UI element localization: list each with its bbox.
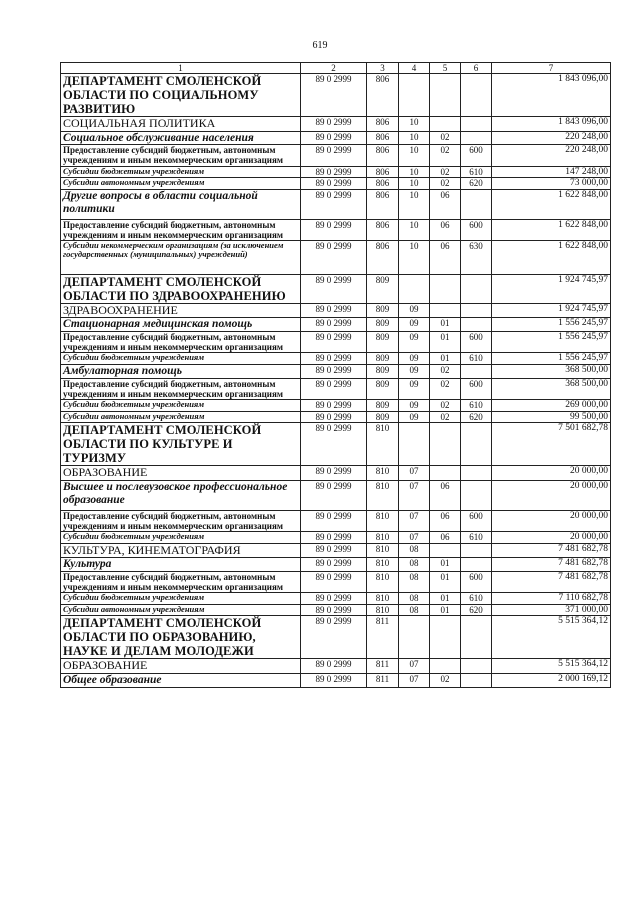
subsection-code: 01	[430, 353, 461, 365]
subsection-code	[430, 303, 461, 317]
subsection-code: 06	[430, 480, 461, 510]
expense-type-code: 600	[461, 510, 492, 531]
target-article-code: 89 0 2999	[301, 543, 367, 557]
expense-type-code	[461, 480, 492, 510]
table-row-sub	[61, 673, 611, 687]
budget-table	[60, 62, 611, 688]
amount: 20 000,00	[492, 466, 611, 480]
expense-type-code	[461, 274, 492, 303]
subsection-code: 01	[430, 571, 461, 592]
section-code: 10	[399, 131, 430, 145]
target-article-code: 89 0 2999	[301, 531, 367, 543]
table-row-sect	[61, 303, 611, 317]
row-name: СОЦИАЛЬНАЯ ПОЛИТИКА	[61, 117, 301, 131]
subsection-code	[430, 274, 461, 303]
amount: 20 000,00	[492, 531, 611, 543]
expense-type-code: 620	[461, 178, 492, 190]
expense-type-code: 610	[461, 166, 492, 178]
subsection-code	[430, 117, 461, 131]
section-code: 10	[399, 117, 430, 131]
expense-type-code: 600	[461, 332, 492, 353]
table-row-sect	[61, 466, 611, 480]
target-article-code: 89 0 2999	[301, 145, 367, 166]
section-code: 08	[399, 557, 430, 571]
column-number-row	[61, 63, 611, 74]
amount: 1 556 245,97	[492, 353, 611, 365]
amount: 1 843 096,00	[492, 117, 611, 131]
row-name: Стационарная медицинская помощь	[61, 318, 301, 332]
ministry-code: 810	[367, 593, 399, 605]
row-name: Общее образование	[61, 673, 301, 687]
target-article-code: 89 0 2999	[301, 117, 367, 131]
ministry-code: 810	[367, 543, 399, 557]
ministry-code: 809	[367, 411, 399, 423]
subsection-code: 06	[430, 531, 461, 543]
ministry-code: 806	[367, 178, 399, 190]
row-name: Предоставление субсидий бюджетным, автономным учреждениям и иным некоммерческим организациям	[61, 219, 301, 240]
ministry-code: 810	[367, 510, 399, 531]
row-name: Субсидии автономным учреждениям	[61, 411, 301, 423]
column-number: 7	[492, 63, 611, 74]
section-code: 08	[399, 593, 430, 605]
expense-type-code	[461, 423, 492, 466]
column-number: 6	[461, 63, 492, 74]
table-row-item	[61, 604, 611, 616]
section-code: 09	[399, 318, 430, 332]
amount: 368 500,00	[492, 365, 611, 379]
target-article-code: 89 0 2999	[301, 480, 367, 510]
section-code: 08	[399, 543, 430, 557]
section-code: 07	[399, 510, 430, 531]
amount: 1 556 245,97	[492, 332, 611, 353]
target-article-code: 89 0 2999	[301, 423, 367, 466]
section-code: 09	[399, 378, 430, 399]
ministry-code: 806	[367, 189, 399, 219]
table-row-desc	[61, 378, 611, 399]
subsection-code	[430, 659, 461, 673]
table-row-dept	[61, 616, 611, 659]
expense-type-code	[461, 117, 492, 131]
table-row-item	[61, 240, 611, 274]
section-code: 09	[399, 353, 430, 365]
expense-type-code	[461, 189, 492, 219]
target-article-code: 89 0 2999	[301, 659, 367, 673]
table-row-item	[61, 411, 611, 423]
section-code: 08	[399, 571, 430, 592]
table-row-item	[61, 593, 611, 605]
target-article-code: 89 0 2999	[301, 378, 367, 399]
subsection-code: 01	[430, 332, 461, 353]
ministry-code: 810	[367, 480, 399, 510]
target-article-code: 89 0 2999	[301, 219, 367, 240]
subsection-code: 02	[430, 178, 461, 190]
target-article-code: 89 0 2999	[301, 131, 367, 145]
section-code	[399, 423, 430, 466]
section-code: 10	[399, 178, 430, 190]
expense-type-code: 620	[461, 604, 492, 616]
amount: 269 000,00	[492, 400, 611, 412]
subsection-code: 01	[430, 318, 461, 332]
subsection-code: 01	[430, 593, 461, 605]
section-code: 10	[399, 189, 430, 219]
table-row-sub	[61, 480, 611, 510]
target-article-code: 89 0 2999	[301, 571, 367, 592]
amount: 371 000,00	[492, 604, 611, 616]
amount: 7 481 682,78	[492, 571, 611, 592]
section-code	[399, 74, 430, 117]
row-name: Предоставление субсидий бюджетным, автономным учреждениям и иным некоммерческим организациям	[61, 378, 301, 399]
table-row-sub	[61, 131, 611, 145]
target-article-code: 89 0 2999	[301, 593, 367, 605]
section-code: 09	[399, 365, 430, 379]
expense-type-code	[461, 74, 492, 117]
amount: 7 110 682,78	[492, 593, 611, 605]
row-name: Предоставление субсидий бюджетным, автономным учреждениям и иным некоммерческим организациям	[61, 510, 301, 531]
ministry-code: 811	[367, 673, 399, 687]
row-name: ДЕПАРТАМЕНТ СМОЛЕНСКОЙ ОБЛАСТИ ПО ЗДРАВООХРАНЕНИЮ	[61, 274, 301, 303]
row-name: Предоставление субсидий бюджетным, автономным учреждениям и иным некоммерческим организациям	[61, 145, 301, 166]
ministry-code: 806	[367, 166, 399, 178]
table-row-desc	[61, 510, 611, 531]
row-name: Предоставление субсидий бюджетным, автономным учреждениям и иным некоммерческим организациям	[61, 332, 301, 353]
row-name: Амбулаторная помощь	[61, 365, 301, 379]
table-row-sect	[61, 117, 611, 131]
row-name: Субсидии автономным учреждениям	[61, 604, 301, 616]
table-row-item	[61, 353, 611, 365]
row-name: Субсидии бюджетным учреждениям	[61, 353, 301, 365]
amount: 220 248,00	[492, 145, 611, 166]
table-row-dept	[61, 423, 611, 466]
expense-type-code: 610	[461, 400, 492, 412]
row-name: ОБРАЗОВАНИЕ	[61, 659, 301, 673]
table-row-item	[61, 166, 611, 178]
ministry-code: 806	[367, 240, 399, 274]
column-number: 1	[61, 63, 301, 74]
subsection-code: 01	[430, 604, 461, 616]
row-name: Субсидии бюджетным учреждениям	[61, 400, 301, 412]
amount: 7 501 682,78	[492, 423, 611, 466]
target-article-code: 89 0 2999	[301, 557, 367, 571]
expense-type-code: 610	[461, 593, 492, 605]
row-name: Субсидии бюджетным учреждениям	[61, 531, 301, 543]
amount: 1 924 745,97	[492, 274, 611, 303]
row-name: Субсидии бюджетным учреждениям	[61, 593, 301, 605]
expense-type-code: 600	[461, 219, 492, 240]
column-number: 4	[399, 63, 430, 74]
target-article-code: 89 0 2999	[301, 178, 367, 190]
table-row-item	[61, 178, 611, 190]
column-number: 2	[301, 63, 367, 74]
subsection-code: 02	[430, 131, 461, 145]
target-article-code: 89 0 2999	[301, 332, 367, 353]
target-article-code: 89 0 2999	[301, 353, 367, 365]
ministry-code: 809	[367, 332, 399, 353]
ministry-code: 809	[367, 400, 399, 412]
subsection-code: 02	[430, 145, 461, 166]
ministry-code: 809	[367, 274, 399, 303]
ministry-code: 806	[367, 131, 399, 145]
section-code: 07	[399, 659, 430, 673]
target-article-code: 89 0 2999	[301, 274, 367, 303]
target-article-code: 89 0 2999	[301, 318, 367, 332]
target-article-code: 89 0 2999	[301, 303, 367, 317]
subsection-code	[430, 466, 461, 480]
subsection-code: 02	[430, 411, 461, 423]
amount: 368 500,00	[492, 378, 611, 399]
ministry-code: 810	[367, 557, 399, 571]
table-row-item	[61, 531, 611, 543]
table-row-dept	[61, 274, 611, 303]
section-code: 10	[399, 240, 430, 274]
section-code: 07	[399, 480, 430, 510]
expense-type-code: 600	[461, 571, 492, 592]
row-name: ДЕПАРТАМЕНТ СМОЛЕНСКОЙ ОБЛАСТИ ПО СОЦИАЛЬНОМУ РАЗВИТИЮ	[61, 74, 301, 117]
target-article-code: 89 0 2999	[301, 673, 367, 687]
row-name: Социальное обслуживание населения	[61, 131, 301, 145]
amount: 2 000 169,12	[492, 673, 611, 687]
target-article-code: 89 0 2999	[301, 616, 367, 659]
section-code	[399, 616, 430, 659]
ministry-code: 810	[367, 423, 399, 466]
amount: 5 515 364,12	[492, 659, 611, 673]
expense-type-code: 610	[461, 353, 492, 365]
target-article-code: 89 0 2999	[301, 510, 367, 531]
expense-type-code	[461, 131, 492, 145]
amount: 7 481 682,78	[492, 557, 611, 571]
expense-type-code: 630	[461, 240, 492, 274]
section-code: 07	[399, 466, 430, 480]
target-article-code: 89 0 2999	[301, 166, 367, 178]
row-name: Субсидии автономным учреждениям	[61, 178, 301, 190]
column-number: 5	[430, 63, 461, 74]
section-code: 10	[399, 219, 430, 240]
table-row-desc	[61, 571, 611, 592]
subsection-code	[430, 423, 461, 466]
table-row-sub	[61, 318, 611, 332]
amount: 73 000,00	[492, 178, 611, 190]
expense-type-code	[461, 616, 492, 659]
amount: 20 000,00	[492, 480, 611, 510]
amount: 1 556 245,97	[492, 318, 611, 332]
ministry-code: 806	[367, 145, 399, 166]
section-code: 09	[399, 400, 430, 412]
amount: 147 248,00	[492, 166, 611, 178]
target-article-code: 89 0 2999	[301, 189, 367, 219]
row-name: ДЕПАРТАМЕНТ СМОЛЕНСКОЙ ОБЛАСТИ ПО ОБРАЗОВАНИЮ, НАУКЕ И ДЕЛАМ МОЛОДЕЖИ	[61, 616, 301, 659]
subsection-code: 06	[430, 189, 461, 219]
section-code: 10	[399, 145, 430, 166]
expense-type-code	[461, 303, 492, 317]
section-code	[399, 274, 430, 303]
row-name: Высшее и послевузовское профессиональное образование	[61, 480, 301, 510]
row-name: Культура	[61, 557, 301, 571]
section-code: 09	[399, 411, 430, 423]
expense-type-code: 600	[461, 145, 492, 166]
subsection-code: 06	[430, 219, 461, 240]
subsection-code: 06	[430, 240, 461, 274]
section-code: 08	[399, 604, 430, 616]
row-name: ДЕПАРТАМЕНТ СМОЛЕНСКОЙ ОБЛАСТИ ПО КУЛЬТУРЕ И ТУРИЗМУ	[61, 423, 301, 466]
target-article-code: 89 0 2999	[301, 411, 367, 423]
ministry-code: 806	[367, 219, 399, 240]
amount: 1 924 745,97	[492, 303, 611, 317]
amount: 5 515 364,12	[492, 616, 611, 659]
amount: 7 481 682,78	[492, 543, 611, 557]
expense-type-code	[461, 673, 492, 687]
target-article-code: 89 0 2999	[301, 74, 367, 117]
table-row-sect	[61, 543, 611, 557]
amount: 20 000,00	[492, 510, 611, 531]
table-row-desc	[61, 219, 611, 240]
ministry-code: 806	[367, 117, 399, 131]
section-code: 10	[399, 166, 430, 178]
amount: 99 500,00	[492, 411, 611, 423]
table-row-sub	[61, 189, 611, 219]
table-row-item	[61, 400, 611, 412]
section-code: 07	[399, 531, 430, 543]
row-name: КУЛЬТУРА, КИНЕМАТОГРАФИЯ	[61, 543, 301, 557]
subsection-code: 02	[430, 400, 461, 412]
amount: 1 843 096,00	[492, 74, 611, 117]
table-row-sect	[61, 659, 611, 673]
expense-type-code	[461, 557, 492, 571]
expense-type-code	[461, 365, 492, 379]
target-article-code: 89 0 2999	[301, 365, 367, 379]
ministry-code: 809	[367, 365, 399, 379]
subsection-code	[430, 616, 461, 659]
column-number: 3	[367, 63, 399, 74]
target-article-code: 89 0 2999	[301, 466, 367, 480]
ministry-code: 806	[367, 74, 399, 117]
table-row-sub	[61, 365, 611, 379]
amount: 1 622 848,00	[492, 219, 611, 240]
expense-type-code	[461, 318, 492, 332]
subsection-code: 02	[430, 378, 461, 399]
expense-type-code	[461, 659, 492, 673]
expense-type-code: 620	[461, 411, 492, 423]
row-name: ЗДРАВООХРАНЕНИЕ	[61, 303, 301, 317]
target-article-code: 89 0 2999	[301, 400, 367, 412]
ministry-code: 810	[367, 466, 399, 480]
ministry-code: 809	[367, 303, 399, 317]
ministry-code: 809	[367, 353, 399, 365]
row-name: ОБРАЗОВАНИЕ	[61, 466, 301, 480]
ministry-code: 810	[367, 531, 399, 543]
subsection-code: 02	[430, 673, 461, 687]
subsection-code: 01	[430, 557, 461, 571]
section-code: 09	[399, 332, 430, 353]
ministry-code: 811	[367, 659, 399, 673]
expense-type-code: 600	[461, 378, 492, 399]
ministry-code: 809	[367, 378, 399, 399]
expense-type-code	[461, 466, 492, 480]
row-name: Другие вопросы в области социальной политики	[61, 189, 301, 219]
section-code: 09	[399, 303, 430, 317]
table-row-sub	[61, 557, 611, 571]
expense-type-code	[461, 543, 492, 557]
ministry-code: 810	[367, 571, 399, 592]
target-article-code: 89 0 2999	[301, 240, 367, 274]
ministry-code: 810	[367, 604, 399, 616]
table-row-dept	[61, 74, 611, 117]
ministry-code: 809	[367, 318, 399, 332]
subsection-code	[430, 543, 461, 557]
page-number: 619	[312, 40, 328, 51]
row-name: Субсидии некоммерческим организациям (за исключением государственных (муниципальных) учреждений)	[61, 240, 301, 274]
subsection-code	[430, 74, 461, 117]
target-article-code: 89 0 2999	[301, 604, 367, 616]
subsection-code: 02	[430, 166, 461, 178]
amount: 1 622 848,00	[492, 189, 611, 219]
table-row-desc	[61, 145, 611, 166]
amount: 220 248,00	[492, 131, 611, 145]
amount: 1 622 848,00	[492, 240, 611, 274]
row-name: Предоставление субсидий бюджетным, автономным учреждениям и иным некоммерческим организациям	[61, 571, 301, 592]
table-row-desc	[61, 332, 611, 353]
subsection-code: 02	[430, 365, 461, 379]
ministry-code: 811	[367, 616, 399, 659]
subsection-code: 06	[430, 510, 461, 531]
row-name: Субсидии бюджетным учреждениям	[61, 166, 301, 178]
section-code: 07	[399, 673, 430, 687]
expense-type-code: 610	[461, 531, 492, 543]
